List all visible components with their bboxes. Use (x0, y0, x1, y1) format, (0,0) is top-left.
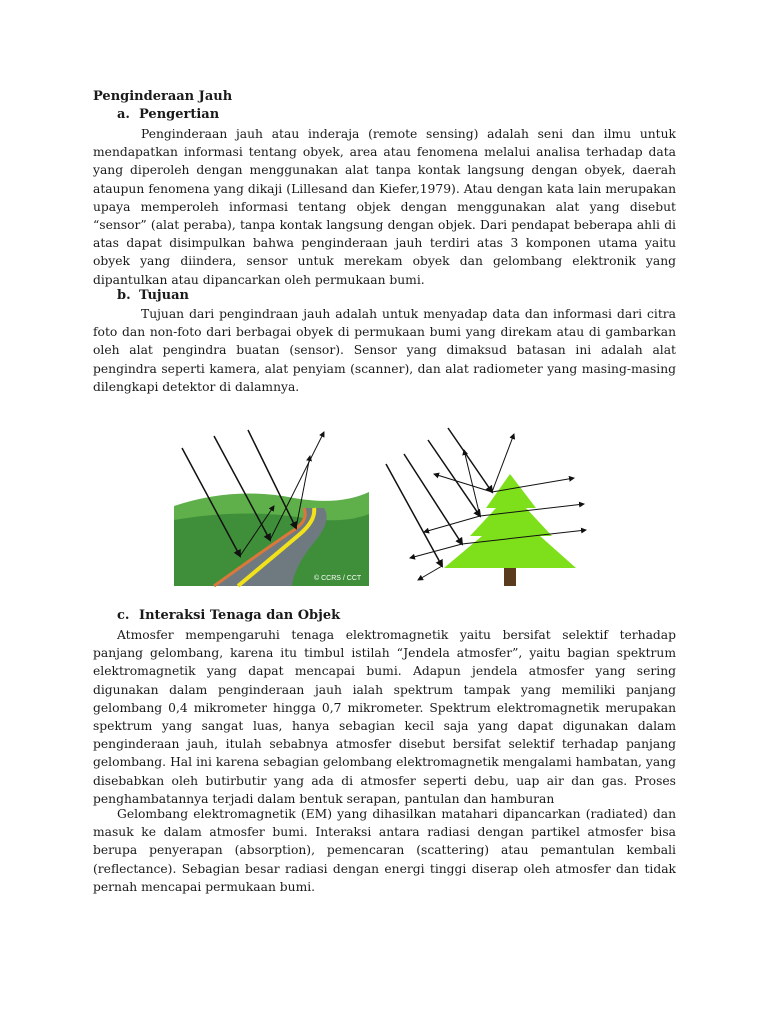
section-heading-pengertian (117, 106, 219, 124)
section-heading-text: Tujuan (139, 288, 189, 303)
paragraph-tujuan: Tujuan dari pengindraan jauh adalah untuk menyadap data dan informasi dari citra foto dan non-foto dari berbagai obyek di permukaan bumi yang direkam atau di gambarkan oleh alat pengindra buatan (sensor). Sensor yang dimaksud batasan ini adalah alat pengindra seperti kamera, alat penyiam (scanner), dan alat radiometer yang masing-masing dilengkapi detektor di dalamnya. (93, 307, 676, 394)
incoming-ray (448, 428, 492, 492)
tree-scene (444, 474, 576, 586)
scattered-ray (434, 474, 492, 492)
tree-trunk (504, 566, 516, 586)
paragraph-interaksi-2: Gelombang elektromagnetik (EM) yang dihasilkan matahari dipancarkan (radiated) dan masuk ke dalam atmosfer bumi. Interaksi antara radiasi dengan partikel atmosfer bisa berupa penyerapan (absorption), pemencaran (scattering) atau pemantulan kembali (reflectance). Sebagian besar radiasi dengan energi tinggi diserap oleh atmosfer dan tidak pernah mencapai permukaan bumi. (93, 807, 676, 894)
document-title: Penginderaan Jauh (93, 89, 233, 104)
section-label: c. (117, 608, 130, 623)
figure-credit: © CCRS / CCT (314, 575, 362, 582)
scattered-ray (464, 450, 480, 516)
paragraph-pengertian: Penginderaan jauh atau inderaja (remote sensing) adalah seni dan ilmu untuk mendapatkan informasi tentang obyek, area atau fenomena melalui analisa terhadap data yang diperoleh dengan menggunakan alat tanpa kontak langsung dengan obyek, daerah ataupun fenomena yang dikaji (Lillesand dan Kiefer,1979). Atau dengan kata lain merupakan upaya memperoleh informasi tentang objek dengan menggunakan alat yang disebut “sensor” (alat peraba), tanpa kontak langsung dengan objek. Dari pendapat beberapa ahli di atas dapat disimpulkan bahwa penginderaan jauh terdiri atas 3 komponen utama yaitu obyek yang diindera, sensor untuk merekam obyek dan gelombang elektronik yang dipantulkan atau dipancarkan oleh permukaan bumi. (93, 127, 676, 287)
section-heading-text: Interaksi Tenaga dan Objek (139, 608, 341, 623)
incoming-ray (404, 454, 462, 544)
section-heading-interaksi (117, 607, 340, 625)
section-label: b. (117, 288, 131, 303)
scattered-ray (418, 566, 442, 580)
road-scene (174, 492, 369, 586)
illustration-svg (174, 420, 594, 590)
illustration-figure (174, 420, 594, 590)
section-heading-tujuan (117, 287, 189, 305)
section-label: a. (117, 107, 130, 122)
section-heading-text: Pengertian (139, 107, 220, 122)
paragraph-interaksi-1: Atmosfer mempengaruhi tenaga elektromagnetik yaitu bersifat selektif terhadap panjang gelombang, karena itu timbul istilah “Jendela atmosfer”, yaitu bagian spektrum elektromagnetik yang dapat mencapai bumi. Adapun jendela atmosfer yang sering digunakan dalam penginderaan jauh ialah spektrum tampak yang memiliki panjang gelombang 0,4 mikrometer hingga 0,7 mikrometer. Spektrum elektromagnetik merupakan spektrum yang sangat luas, hanya sebagian kecil saja yang dapat digunakan dalam penginderaan jauh, itulah sebabnya atmosfer disebut bersifat selektif terhadap panjang gelombang. Hal ini karena sebagian gelombang elektromagnetik mengalami hambatan, yang disebabkan oleh butirbutir yang ada di atmosfer seperti debu, uap air dan gas. Proses penghambatannya terjadi dalam bentuk serapan, pantulan dan hamburan (93, 628, 676, 806)
incoming-ray (386, 464, 442, 566)
